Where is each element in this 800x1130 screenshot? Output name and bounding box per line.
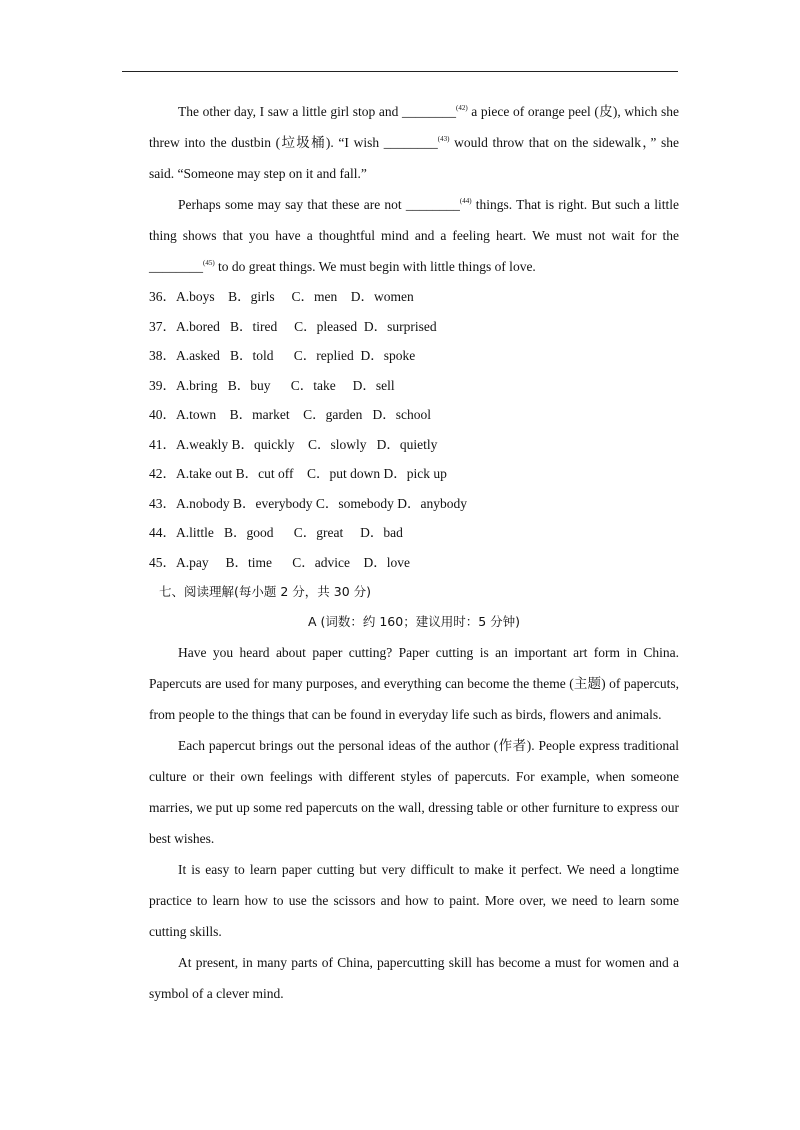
blank-number: (43) [437, 135, 450, 143]
cloze-passage [149, 96, 679, 282]
question-41: 41．A.weakly B．quickly C．slowly D．quietly [149, 436, 438, 452]
question-36: 36．A.boys B．girls C．men D．women [149, 289, 414, 304]
question-39: 39．A.bring B．buy C．take D．sell [149, 377, 395, 393]
text-run: Perhaps some may say that these are not ________ [178, 197, 460, 212]
reading-passage-a [149, 637, 679, 1009]
blank-number: (45) [203, 259, 215, 267]
blank-number: (44) [459, 197, 472, 205]
passage-subtitle: A (词数：约 160；建议用时：5 分钟) [307, 614, 521, 629]
question-44: 44．A.little B．good C．great D．bad [149, 525, 403, 540]
question-42: 42．A.take out B．cut off C．put down D．pick up [149, 466, 447, 481]
cloze-paragraph-2 [149, 189, 679, 282]
question-options [149, 282, 679, 577]
content [149, 96, 679, 1009]
section-heading: 七、阅读理解(每小题 2 分，共 30 分) [159, 584, 372, 599]
text-run: things. That is right. But such a little thing shows that you have a thoughtful mind and a feeling heart. We must not wait for the ________ [149, 197, 679, 274]
passage-paragraph-3: It is easy to learn paper cutting but very difficult to make it perfect. We need a longtime practice to learn how to use the scissors and how to paint. More over, we need to learn some cutting skills. [149, 862, 679, 939]
header-rule [122, 71, 678, 72]
question-43: 43．A.nobody B．everybody C．somebody D．anybody [149, 495, 467, 511]
text-run: a piece of orange peel (皮), which she threw into the dustbin (垃圾桶). “I wish ________ [149, 104, 679, 150]
text-run: The other day, I saw a little girl stop and ________ [178, 104, 456, 119]
question-38: 38．A.asked B．told C．replied D．spoke [149, 348, 416, 363]
text-run: would throw that on the sidewalk，” she said. “Someone may step on it and fall.” [149, 135, 679, 181]
question-45: 45．A.pay B．time C．advice D．love [149, 554, 410, 570]
blank-number: (42) [455, 104, 468, 112]
passage-paragraph-1: Have you heard about paper cutting? Paper cutting is an important art form in China. Papercuts are used for many purposes, and everything can become the theme (主题) of papercuts, from people to the things that can be found in everyday life such as birds, flowers and animals. [149, 645, 679, 722]
cloze-paragraph-1 [149, 96, 679, 189]
passage-paragraph-2: Each papercut brings out the personal ideas of the author (作者). People express traditional culture or their own feelings with different styles of papercuts. For example, when someone marries, we put up some red papercuts on the wall, dressing table or other furniture to express our best wishes. [149, 738, 679, 846]
question-37: 37．A.bored B．tired C．pleased D．surprised [149, 318, 437, 334]
passage-paragraph-4: At present, in many parts of China, papercutting skill has become a must for women and a symbol of a clever mind. [149, 955, 679, 1001]
text-run: to do great things. We must begin with little things of love. [214, 259, 536, 274]
question-40: 40．A.town B．market C．garden D．school [149, 407, 431, 422]
